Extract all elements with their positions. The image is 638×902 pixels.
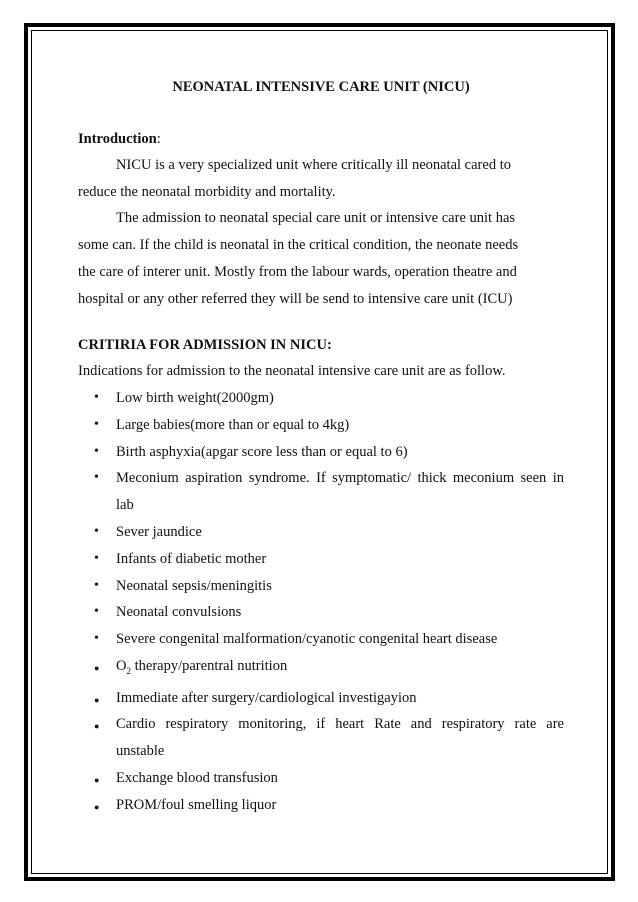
- paragraph-2-line-2: some can. If the child is neonatal in the critical condition, the neonate needs: [78, 237, 519, 253]
- introduction-heading-colon: :: [156, 131, 161, 147]
- bullet-icon: •: [94, 470, 99, 486]
- introduction-paragraph-2: [78, 205, 564, 313]
- list-item-text-subscript: 2: [126, 665, 131, 676]
- criteria-list: [78, 385, 564, 819]
- list-item-text: Neonatal convulsions: [116, 604, 242, 621]
- paragraph-1-line-2: reduce the neonatal morbidity and mortality.: [78, 184, 336, 200]
- list-item-text: Exchange blood transfusion: [116, 770, 278, 787]
- paragraph-2-line-1: The admission to neonatal special care unit or intensive care unit has: [116, 210, 516, 226]
- bullet-icon: •: [94, 550, 99, 566]
- bullet-icon: ●: [94, 801, 100, 812]
- introduction-paragraph-1: [78, 152, 564, 206]
- bullet-icon: •: [94, 390, 99, 405]
- list-item: [78, 626, 564, 653]
- paragraph-1-line-1: NICU is a very specialized unit where critically ill neonatal cared to: [116, 157, 511, 173]
- criteria-intro: Indications for admission to the neonatal intensive care unit are as follow.: [78, 363, 506, 379]
- list-item-text: Immediate after surgery/cardiological investigayion: [116, 689, 417, 706]
- list-item-text-line-2: lab: [116, 497, 134, 514]
- list-item-text: Low birth weight(2000gm): [116, 390, 274, 406]
- list-item: [78, 465, 564, 519]
- list-item: [78, 412, 564, 439]
- list-item: [78, 519, 564, 546]
- bullet-icon: ●: [94, 721, 100, 732]
- bullet-icon: •: [94, 604, 99, 620]
- bullet-icon: •: [94, 416, 99, 432]
- bullet-icon: •: [94, 523, 99, 539]
- bullet-icon: •: [94, 577, 99, 593]
- list-item-text: Birth asphyxia(apgar score less than or equal to 6): [116, 443, 408, 460]
- bullet-icon: ●: [94, 662, 100, 673]
- list-item-text: Large babies(more than or equal to 4kg): [116, 416, 350, 433]
- list-item-text-line-1: Meconium aspiration syndrome. If symptomatic/ thick meconium seen in: [116, 470, 564, 487]
- list-item-text-prefix: O: [116, 657, 127, 674]
- bullet-icon: ●: [94, 775, 100, 786]
- paragraph-2-line-3: the care of interer unit. Mostly from the labour wards, operation theatre and: [78, 264, 517, 280]
- list-item: [78, 685, 564, 712]
- list-item-text-suffix: therapy/parentral nutrition: [130, 657, 288, 674]
- introduction-heading: [78, 126, 161, 152]
- list-item: [78, 653, 564, 685]
- list-item: [78, 573, 564, 600]
- list-item-text: Neonatal sepsis/meningitis: [116, 577, 272, 594]
- list-item-text: Infants of diabetic mother: [116, 550, 267, 567]
- list-item: [78, 546, 564, 573]
- list-item: [78, 599, 564, 626]
- criteria-heading: CRITIRIA FOR ADMISSION IN NICU:: [78, 337, 332, 353]
- list-item: [78, 385, 564, 412]
- introduction-heading-text: Introduction: [78, 131, 157, 147]
- document-title: NEONATAL INTENSIVE CARE UNIT (NICU): [172, 79, 470, 95]
- paragraph-2-line-4: hospital or any other referred they will be send to intensive care unit (ICU): [78, 291, 513, 307]
- list-item-text-line-2: unstable: [116, 743, 165, 760]
- list-item: [78, 792, 564, 819]
- list-item: [78, 711, 564, 765]
- bullet-icon: ●: [94, 694, 100, 705]
- list-item-text: Severe congenital malformation/cyanotic congenital heart disease: [116, 631, 498, 648]
- list-item-text-line-1: Cardio respiratory monitoring, if heart Rate and respiratory rate are: [116, 716, 564, 733]
- bullet-icon: •: [94, 443, 99, 459]
- list-item-text: PROM/foul smelling liquor: [116, 796, 277, 813]
- bullet-icon: •: [94, 631, 99, 647]
- list-item-text: Sever jaundice: [116, 523, 202, 540]
- list-item: [78, 765, 564, 792]
- list-item: [78, 439, 564, 466]
